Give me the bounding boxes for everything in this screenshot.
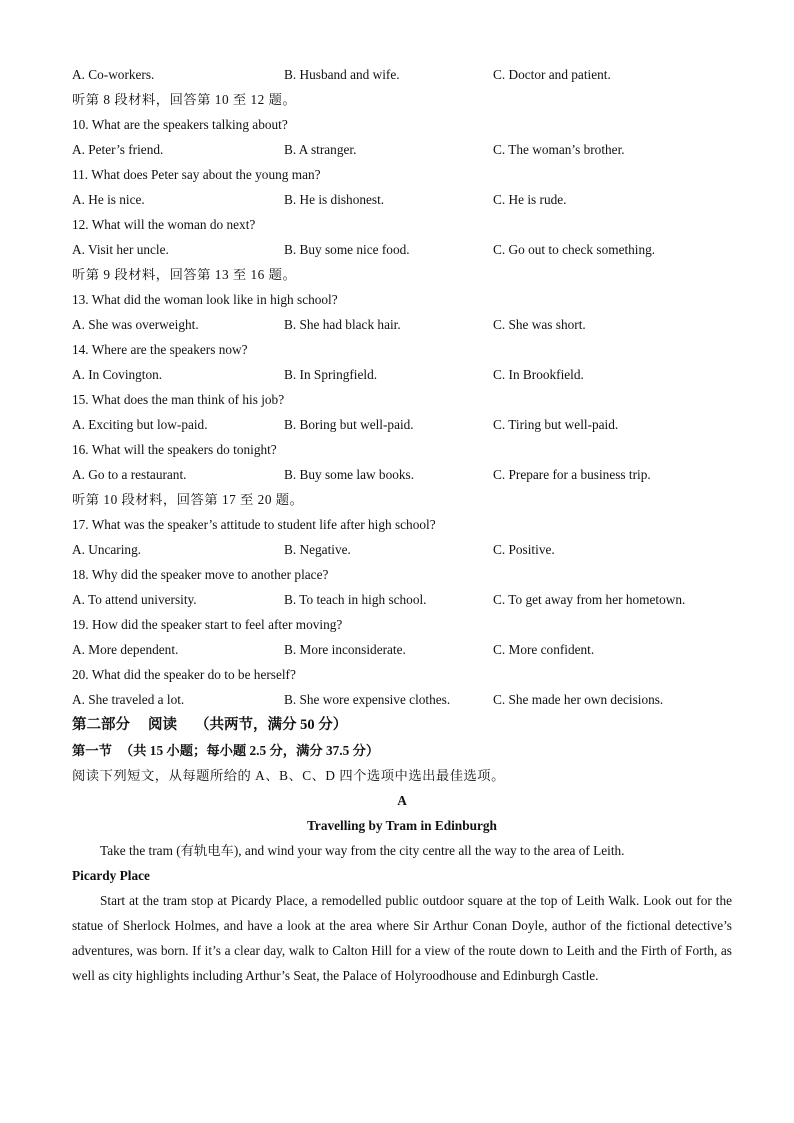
- section-one-label: 第一节: [72, 743, 112, 758]
- option-row: [72, 637, 732, 662]
- option-c: C. To get away from her hometown.: [493, 592, 686, 607]
- question-text: 18. Why did the speaker move to another place?: [72, 567, 329, 582]
- option-c: C. He is rude.: [493, 192, 567, 207]
- part-two-score: （共两节，满分 50 分）: [195, 717, 348, 733]
- question-text: 15. What does the man think of his job?: [72, 392, 285, 407]
- option-a: A. Go to a restaurant.: [72, 467, 187, 482]
- listening-instruction: 听第 9 段材料，回答第 13 至 16 题。: [72, 267, 297, 282]
- option-a: A. Exciting but low-paid.: [72, 417, 208, 432]
- option-c: C. In Brookfield.: [493, 367, 584, 382]
- option-row: [72, 462, 732, 487]
- passage-intro: Take the tram (有轨电车), and wind your way from the city centre all the way to the area of Leith.: [100, 843, 625, 858]
- option-row: [72, 687, 732, 712]
- question-text: 13. What did the woman look like in high school?: [72, 292, 338, 307]
- question-text: 20. What did the speaker do to be herself?: [72, 667, 296, 682]
- question-text: 10. What are the speakers talking about?: [72, 117, 288, 132]
- section-one-score: （共 15 小题；每小题 2.5 分，满分 37.5 分）: [119, 743, 380, 758]
- option-a: A. Visit her uncle.: [72, 242, 169, 257]
- option-b: B. Buy some law books.: [284, 467, 415, 482]
- option-row: [72, 62, 732, 87]
- option-b: B. A stranger.: [284, 142, 357, 157]
- passage-subheading: Picardy Place: [72, 868, 150, 883]
- part-two-topic: 阅读: [148, 717, 177, 733]
- option-a: A. Uncaring.: [72, 542, 142, 557]
- reading-instruction: 阅读下列短文，从每题所给的 A、B、C、D 四个选项中选出最佳选项。: [72, 768, 505, 783]
- option-c: C. The woman’s brother.: [493, 142, 625, 157]
- question-text: 12. What will the woman do next?: [72, 217, 256, 232]
- option-b: B. She had black hair.: [284, 317, 401, 332]
- option-row: [72, 312, 732, 337]
- option-row: [72, 587, 732, 612]
- passage-paragraph: Start at the tram stop at Picardy Place, a remodelled public outdoor square at the top of Leith Walk. Look out for the statue of Sherlock Holmes, and have a look at the area where Sir Arthur Conan Doyle, author of the fictional detective’s adventures, was born. If it’s a clear day, walk to Calton Hill for a view of the route down to Leith and the Firth of Forth, as well as city highlights including Arthur’s Seat, the Palace of Holyroodhouse and Edinburgh Castle.: [72, 893, 732, 983]
- option-a: A. To attend university.: [72, 592, 197, 607]
- option-b: B. Negative.: [284, 542, 351, 557]
- passage-letter: A: [397, 793, 407, 808]
- question-text: 16. What will the speakers do tonight?: [72, 442, 277, 457]
- option-row: [72, 237, 732, 262]
- listening-instruction: 听第 8 段材料，回答第 10 至 12 题。: [72, 92, 297, 107]
- option-b: B. He is dishonest.: [284, 192, 385, 207]
- question-text: 11. What does Peter say about the young man?: [72, 167, 321, 182]
- option-c: C. Doctor and patient.: [493, 67, 611, 82]
- option-row: [72, 187, 732, 212]
- listening-instruction: 听第 10 段材料，回答第 17 至 20 题。: [72, 492, 304, 507]
- option-a: A. He is nice.: [72, 192, 145, 207]
- question-text: 19. How did the speaker start to feel after moving?: [72, 617, 343, 632]
- option-c: C. Prepare for a business trip.: [493, 467, 651, 482]
- part-two-label: 第二部分: [72, 717, 130, 733]
- option-a: A. Peter’s friend.: [72, 142, 164, 157]
- question-text: 14. Where are the speakers now?: [72, 342, 248, 357]
- option-b: B. She wore expensive clothes.: [284, 692, 451, 707]
- option-a: A. Co-workers.: [72, 67, 155, 82]
- option-row: [72, 537, 732, 562]
- option-row: [72, 362, 732, 387]
- option-b: B. Boring but well-paid.: [284, 417, 414, 432]
- option-b: B. Husband and wife.: [284, 67, 400, 82]
- option-c: C. Tiring but well-paid.: [493, 417, 619, 432]
- option-b: B. To teach in high school.: [284, 592, 427, 607]
- option-c: C. She was short.: [493, 317, 586, 332]
- option-a: A. She traveled a lot.: [72, 692, 185, 707]
- option-a: A. In Covington.: [72, 367, 163, 382]
- option-c: C. She made her own decisions.: [493, 692, 664, 707]
- option-c: C. Go out to check something.: [493, 242, 656, 257]
- option-c: C. Positive.: [493, 542, 555, 557]
- part-two-heading: [72, 712, 732, 738]
- option-a: A. More dependent.: [72, 642, 179, 657]
- option-row: [72, 137, 732, 162]
- option-c: C. More confident.: [493, 642, 595, 657]
- option-b: B. Buy some nice food.: [284, 242, 410, 257]
- option-b: B. In Springfield.: [284, 367, 378, 382]
- option-b: B. More inconsiderate.: [284, 642, 406, 657]
- exam-page: [72, 62, 732, 988]
- passage-title: Travelling by Tram in Edinburgh: [307, 818, 497, 833]
- option-a: A. She was overweight.: [72, 317, 199, 332]
- question-text: 17. What was the speaker’s attitude to student life after high school?: [72, 517, 436, 532]
- option-row: [72, 412, 732, 437]
- listening-section: [72, 62, 732, 712]
- section-one-heading: [72, 738, 732, 763]
